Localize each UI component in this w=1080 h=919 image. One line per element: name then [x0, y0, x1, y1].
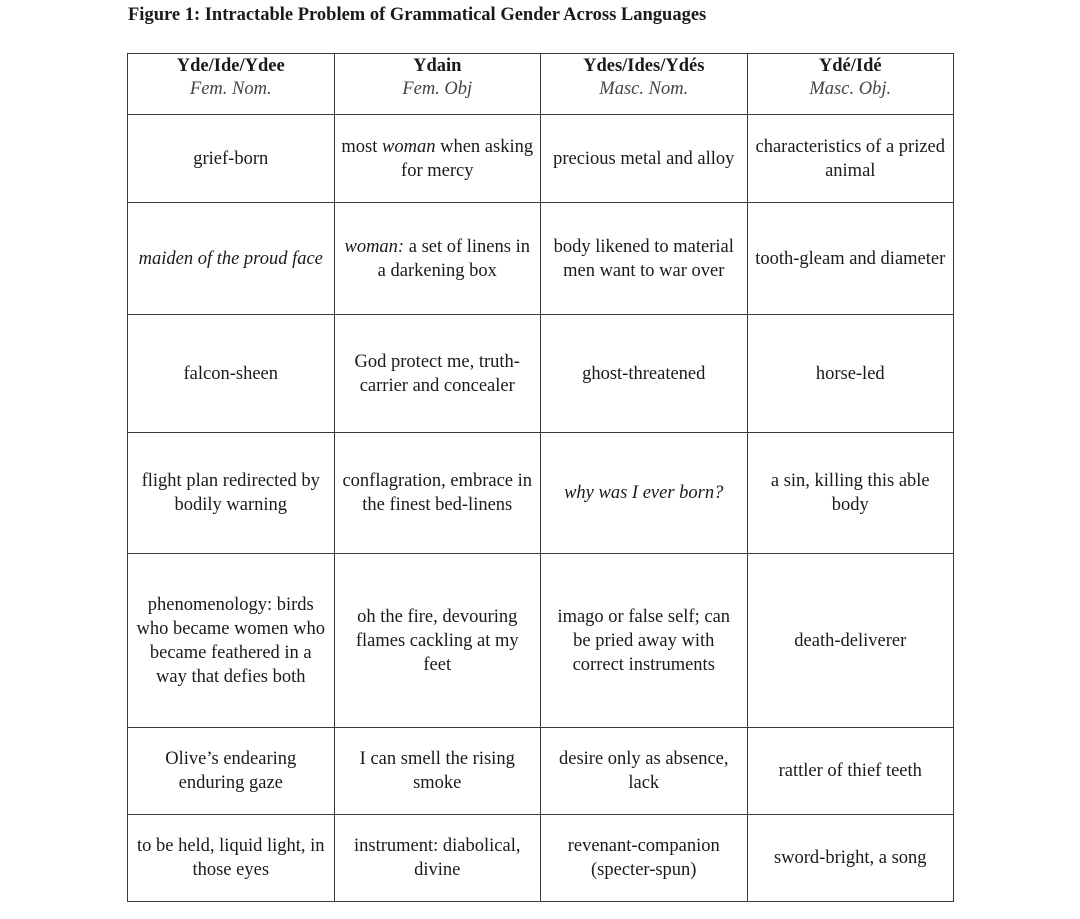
figure-title: Figure 1: Intractable Problem of Grammatical Gender Across Languages	[128, 5, 707, 25]
table-cell: maiden of the proud face	[128, 203, 335, 315]
table-row	[128, 433, 954, 554]
table-cell: falcon-sheen	[128, 315, 335, 433]
table-cell	[334, 203, 541, 315]
table-cell: why was I ever born?	[541, 433, 748, 554]
table-cell: horse-led	[747, 315, 954, 433]
header-name: Ydé/Idé	[818, 56, 882, 76]
cell-text: a set of linens in a darkening box	[377, 236, 530, 281]
cell-italic-text: woman:	[344, 236, 405, 257]
table-cell: rattler of thief teeth	[747, 728, 954, 815]
table-cell: conflagration, embrace in the finest bed-linens	[334, 433, 541, 554]
header-name: Ydain	[413, 56, 462, 76]
header-case: Fem. Nom.	[189, 79, 272, 99]
header-masc-nom	[541, 54, 748, 115]
table-row	[128, 203, 954, 315]
table-cell	[334, 115, 541, 203]
table-cell: Olive’s endearing enduring gaze	[128, 728, 335, 815]
cell-italic-text: woman	[382, 136, 436, 157]
header-case: Masc. Nom.	[599, 79, 689, 99]
table-cell: a sin, killing this able body	[747, 433, 954, 554]
table-cell: phenomenology: birds who became women who became feathered in a way that defies both	[128, 554, 335, 728]
header-fem-nom	[128, 54, 335, 115]
table-cell: imago or false self; can be pried away with correct instruments	[541, 554, 748, 728]
gender-table	[127, 53, 954, 902]
cell-text: most	[341, 136, 383, 157]
table-cell: body likened to material men want to war over	[541, 203, 748, 315]
table-row	[128, 815, 954, 902]
header-name: Yde/Ide/Ydee	[176, 56, 285, 76]
table-cell: tooth-gleam and diameter	[747, 203, 954, 315]
table-cell: revenant-companion (specter-spun)	[541, 815, 748, 902]
header-case: Fem. Obj	[402, 79, 473, 99]
header-fem-obj	[334, 54, 541, 115]
table-cell: God protect me, truth-carrier and concealer	[334, 315, 541, 433]
table-cell: oh the fire, devouring flames cackling at my feet	[334, 554, 541, 728]
table-cell: instrument: diabolical, divine	[334, 815, 541, 902]
cell-text: when asking for mercy	[401, 136, 534, 181]
table-cell: I can smell the rising smoke	[334, 728, 541, 815]
table-cell: precious metal and alloy	[541, 115, 748, 203]
table-row	[128, 115, 954, 203]
table-row	[128, 554, 954, 728]
header-case: Masc. Obj.	[809, 79, 892, 99]
table-cell: characteristics of a prized animal	[747, 115, 954, 203]
header-masc-obj	[747, 54, 954, 115]
table-cell: to be held, liquid light, in those eyes	[128, 815, 335, 902]
table-header-row	[128, 54, 954, 115]
table-cell: death-deliverer	[747, 554, 954, 728]
header-name: Ydes/Ides/Ydés	[583, 56, 705, 76]
table-cell: ghost-threatened	[541, 315, 748, 433]
table-cell: flight plan redirected by bodily warning	[128, 433, 335, 554]
table-row	[128, 728, 954, 815]
table-row	[128, 315, 954, 433]
table-cell: sword-bright, a song	[747, 815, 954, 902]
table-cell: grief-born	[128, 115, 335, 203]
table-cell: desire only as absence, lack	[541, 728, 748, 815]
